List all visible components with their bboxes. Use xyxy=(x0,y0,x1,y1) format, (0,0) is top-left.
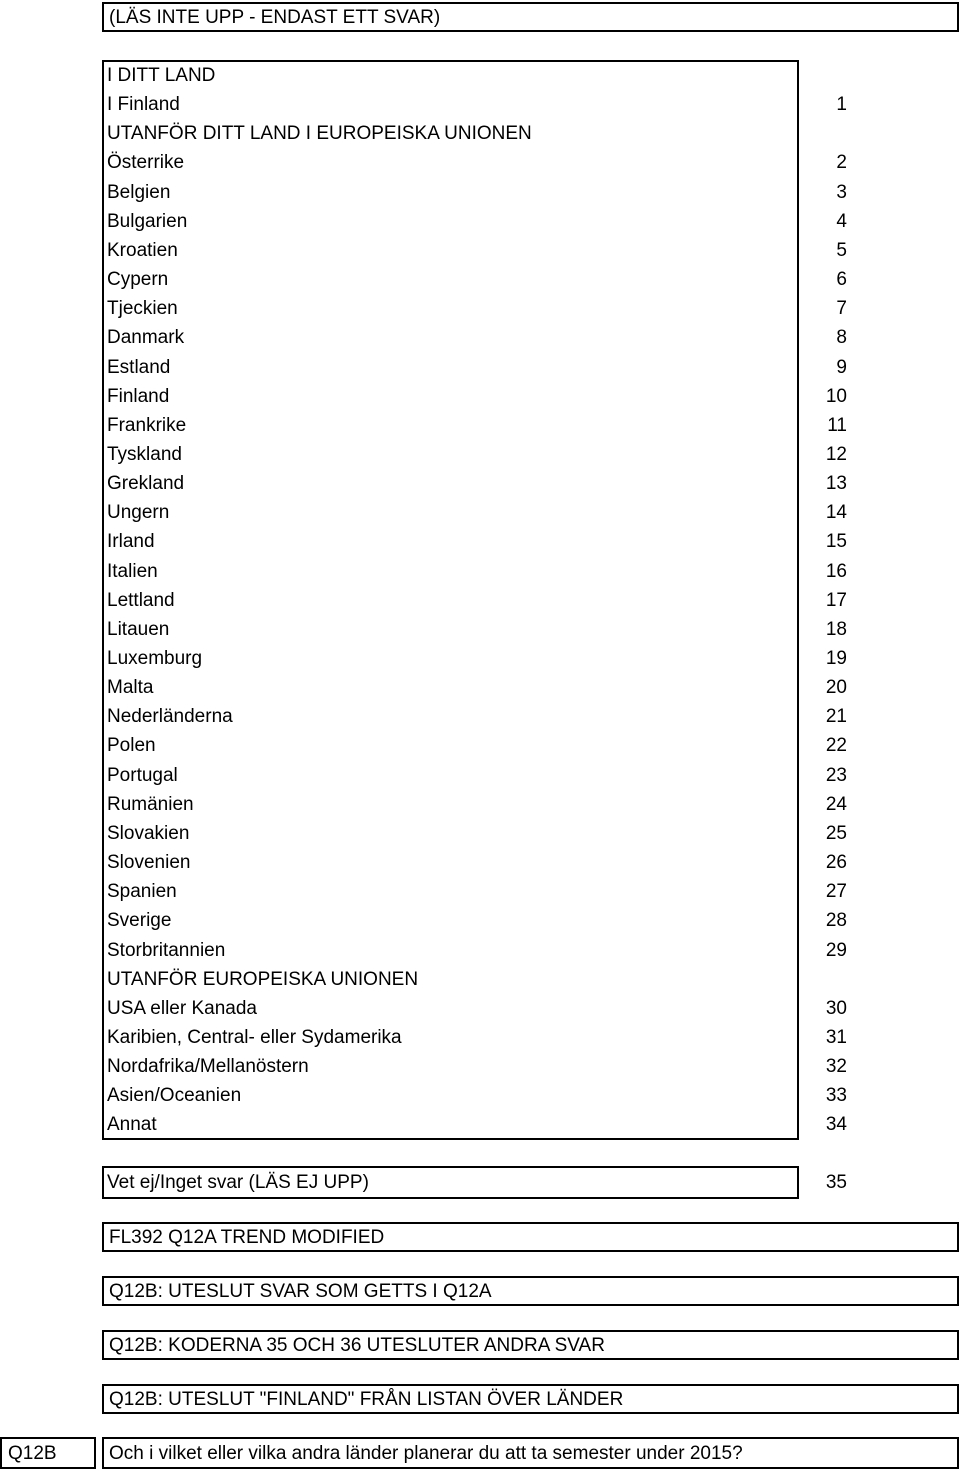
answer-code: 5 xyxy=(836,240,847,261)
country-label: Nordafrika/Mellanöstern xyxy=(107,1056,309,1077)
country-label: Storbritannien xyxy=(107,940,226,961)
country-label: Cypern xyxy=(107,269,169,290)
instruction-note xyxy=(102,2,959,32)
country-label: Tjeckien xyxy=(107,298,178,319)
question-id-box xyxy=(0,1437,96,1469)
routing-note-1 xyxy=(102,1222,959,1252)
country-label: Grekland xyxy=(107,473,185,494)
answer-code: 24 xyxy=(825,794,847,815)
country-label: Frankrike xyxy=(107,415,187,436)
dont-know-label: Vet ej/Inget svar (LÄS EJ UPP) xyxy=(107,1172,369,1193)
dont-know-code: 35 xyxy=(825,1172,847,1193)
country-label: Estland xyxy=(107,357,171,378)
answer-code: 3 xyxy=(836,182,847,203)
answer-code: 4 xyxy=(836,211,847,232)
answer-code: 34 xyxy=(825,1114,847,1135)
section-heading: UTANFÖR DITT LAND I EUROPEISKA UNIONEN xyxy=(107,123,532,144)
answer-code: 31 xyxy=(825,1027,847,1048)
answer-code: 28 xyxy=(825,910,847,931)
answer-code: 19 xyxy=(825,648,847,669)
answer-code: 17 xyxy=(825,590,847,611)
answer-code: 21 xyxy=(825,706,847,727)
country-label: Sverige xyxy=(107,910,172,931)
country-label: Rumänien xyxy=(107,794,194,815)
routing-note-3 xyxy=(102,1330,959,1360)
country-label: Lettland xyxy=(107,590,175,611)
answer-code: 14 xyxy=(825,502,847,523)
answer-code: 1 xyxy=(836,94,847,115)
answer-code: 7 xyxy=(836,298,847,319)
country-label: Tyskland xyxy=(107,444,182,465)
answer-code: 16 xyxy=(825,561,847,582)
instruction-text: (LÄS INTE UPP - ENDAST ETT SVAR) xyxy=(109,7,441,28)
answer-code: 10 xyxy=(825,386,847,407)
country-label: Belgien xyxy=(107,182,171,203)
country-label: Finland xyxy=(107,386,170,407)
country-label: Slovenien xyxy=(107,852,191,873)
country-label: USA eller Kanada xyxy=(107,998,257,1019)
section-heading: I DITT LAND xyxy=(107,65,216,86)
answer-code: 8 xyxy=(836,327,847,348)
country-label: Luxemburg xyxy=(107,648,203,669)
answer-code: 2 xyxy=(836,152,847,173)
answer-code: 27 xyxy=(825,881,847,902)
routing-note-4 xyxy=(102,1384,959,1414)
country-label: Nederländerna xyxy=(107,706,233,727)
answer-code: 29 xyxy=(825,940,847,961)
question-id: Q12B xyxy=(8,1443,57,1464)
country-label: Irland xyxy=(107,531,155,552)
country-label: Asien/Oceanien xyxy=(107,1085,242,1106)
country-label: Portugal xyxy=(107,765,178,786)
country-label: Ungern xyxy=(107,502,170,523)
country-label: Bulgarien xyxy=(107,211,188,232)
answer-code: 30 xyxy=(825,998,847,1019)
country-label: Österrike xyxy=(107,152,185,173)
answer-code: 11 xyxy=(827,415,847,436)
answer-code: 25 xyxy=(825,823,847,844)
routing-note-2 xyxy=(102,1276,959,1306)
country-label: Malta xyxy=(107,677,154,698)
question-text: Och i vilket eller vilka andra länder planerar du att ta semester under 2015? xyxy=(109,1443,743,1464)
answer-code: 13 xyxy=(825,473,847,494)
country-label: Spanien xyxy=(107,881,177,902)
answer-code: 33 xyxy=(825,1085,847,1106)
answer-code: 12 xyxy=(825,444,847,465)
answer-code: 22 xyxy=(825,735,847,756)
answer-code: 18 xyxy=(825,619,847,640)
routing-note-text: Q12B: UTESLUT SVAR SOM GETTS I Q12A xyxy=(109,1281,492,1302)
country-label: Italien xyxy=(107,561,158,582)
country-label: I Finland xyxy=(107,94,180,115)
country-label: Litauen xyxy=(107,619,170,640)
question-text-box xyxy=(102,1437,959,1469)
answer-code: 15 xyxy=(825,531,847,552)
answer-code: 9 xyxy=(836,357,847,378)
country-label: Polen xyxy=(107,735,156,756)
routing-note-text: Q12B: UTESLUT "FINLAND" FRÅN LISTAN ÖVER LÄNDER xyxy=(109,1389,624,1410)
country-label: Annat xyxy=(107,1114,157,1135)
answer-code: 20 xyxy=(825,677,847,698)
country-label: Kroatien xyxy=(107,240,178,261)
answer-code: 32 xyxy=(825,1056,847,1077)
answer-code: 6 xyxy=(836,269,847,290)
country-label: Karibien, Central- eller Sydamerika xyxy=(107,1027,402,1048)
answer-code: 26 xyxy=(825,852,847,873)
routing-note-text: FL392 Q12A TREND MODIFIED xyxy=(109,1227,385,1248)
section-heading: UTANFÖR EUROPEISKA UNIONEN xyxy=(107,969,419,990)
answer-code: 23 xyxy=(825,765,847,786)
country-label: Slovakien xyxy=(107,823,190,844)
routing-note-text: Q12B: KODERNA 35 OCH 36 UTESLUTER ANDRA SVAR xyxy=(109,1335,605,1356)
country-label: Danmark xyxy=(107,327,185,348)
